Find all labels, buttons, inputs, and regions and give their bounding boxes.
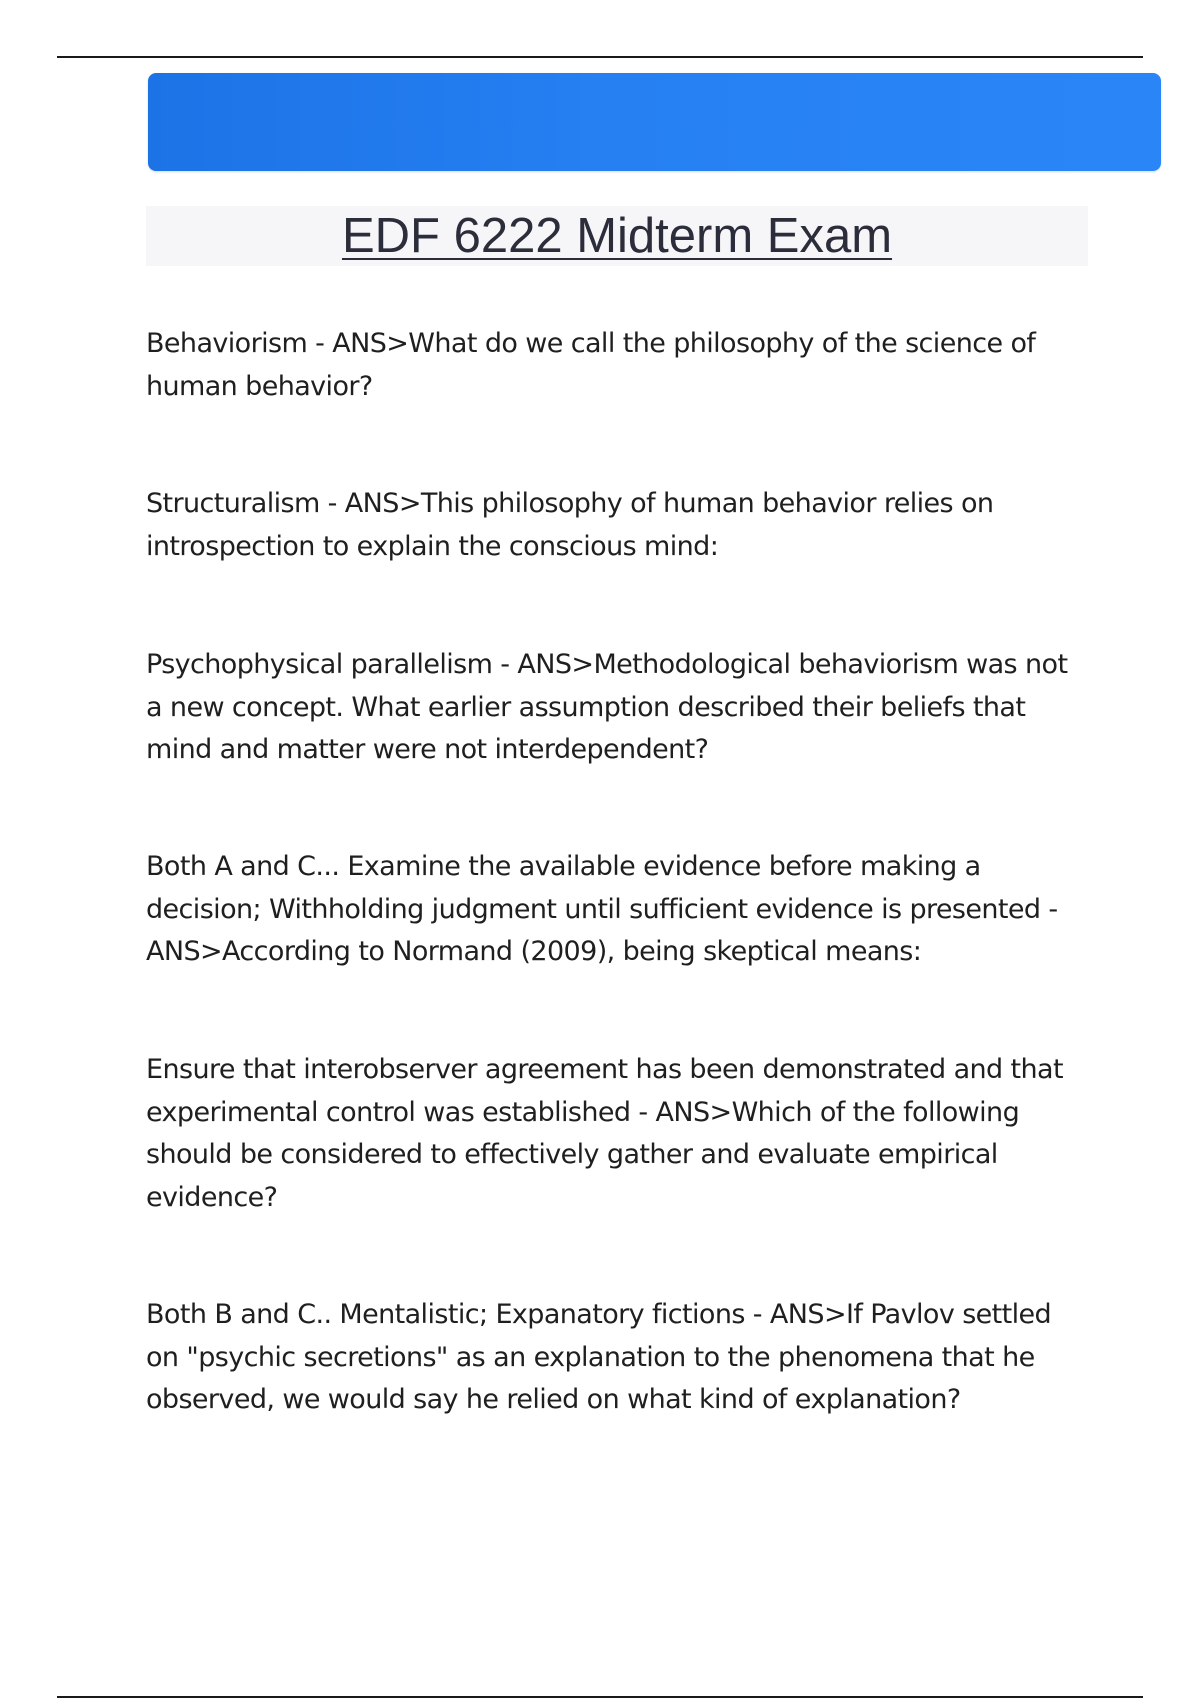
top-rule (57, 56, 1143, 58)
qa-item: Structuralism - ANS>This philosophy of human behavior relies on introspection to explain the conscious mind: (146, 488, 994, 562)
page-title: EDF 6222 Midterm Exam (341, 209, 893, 263)
qa-item: Psychophysical parallelism - ANS>Methodological behaviorism was not a new concept. What earlier assumption described their beliefs that mind and matter were not interdependent? (146, 649, 1068, 765)
title-bar (146, 206, 1088, 266)
qa-item: Both A and C... Examine the available evidence before making a decision; Withholding judgment until sufficient evidence is presented - ANS>According to Normand (2009), being skeptical means: (146, 851, 1058, 967)
header-banner (148, 73, 1161, 171)
qa-item: Behaviorism - ANS>What do we call the philosophy of the science of human behavior? (146, 328, 1036, 402)
qa-item: Both B and C.. Mentalistic; Expanatory fictions - ANS>If Pavlov settled on "psychic secretions" as an explanation to the phenomena that he observed, we would say he relied on what kind of explanation? (146, 1299, 1052, 1415)
qa-item: Ensure that interobserver agreement has been demonstrated and that experimental control was established - ANS>Which of the following should be considered to effectively gather and evaluate empirical evidence? (146, 1054, 1063, 1213)
bottom-rule (57, 1696, 1143, 1698)
